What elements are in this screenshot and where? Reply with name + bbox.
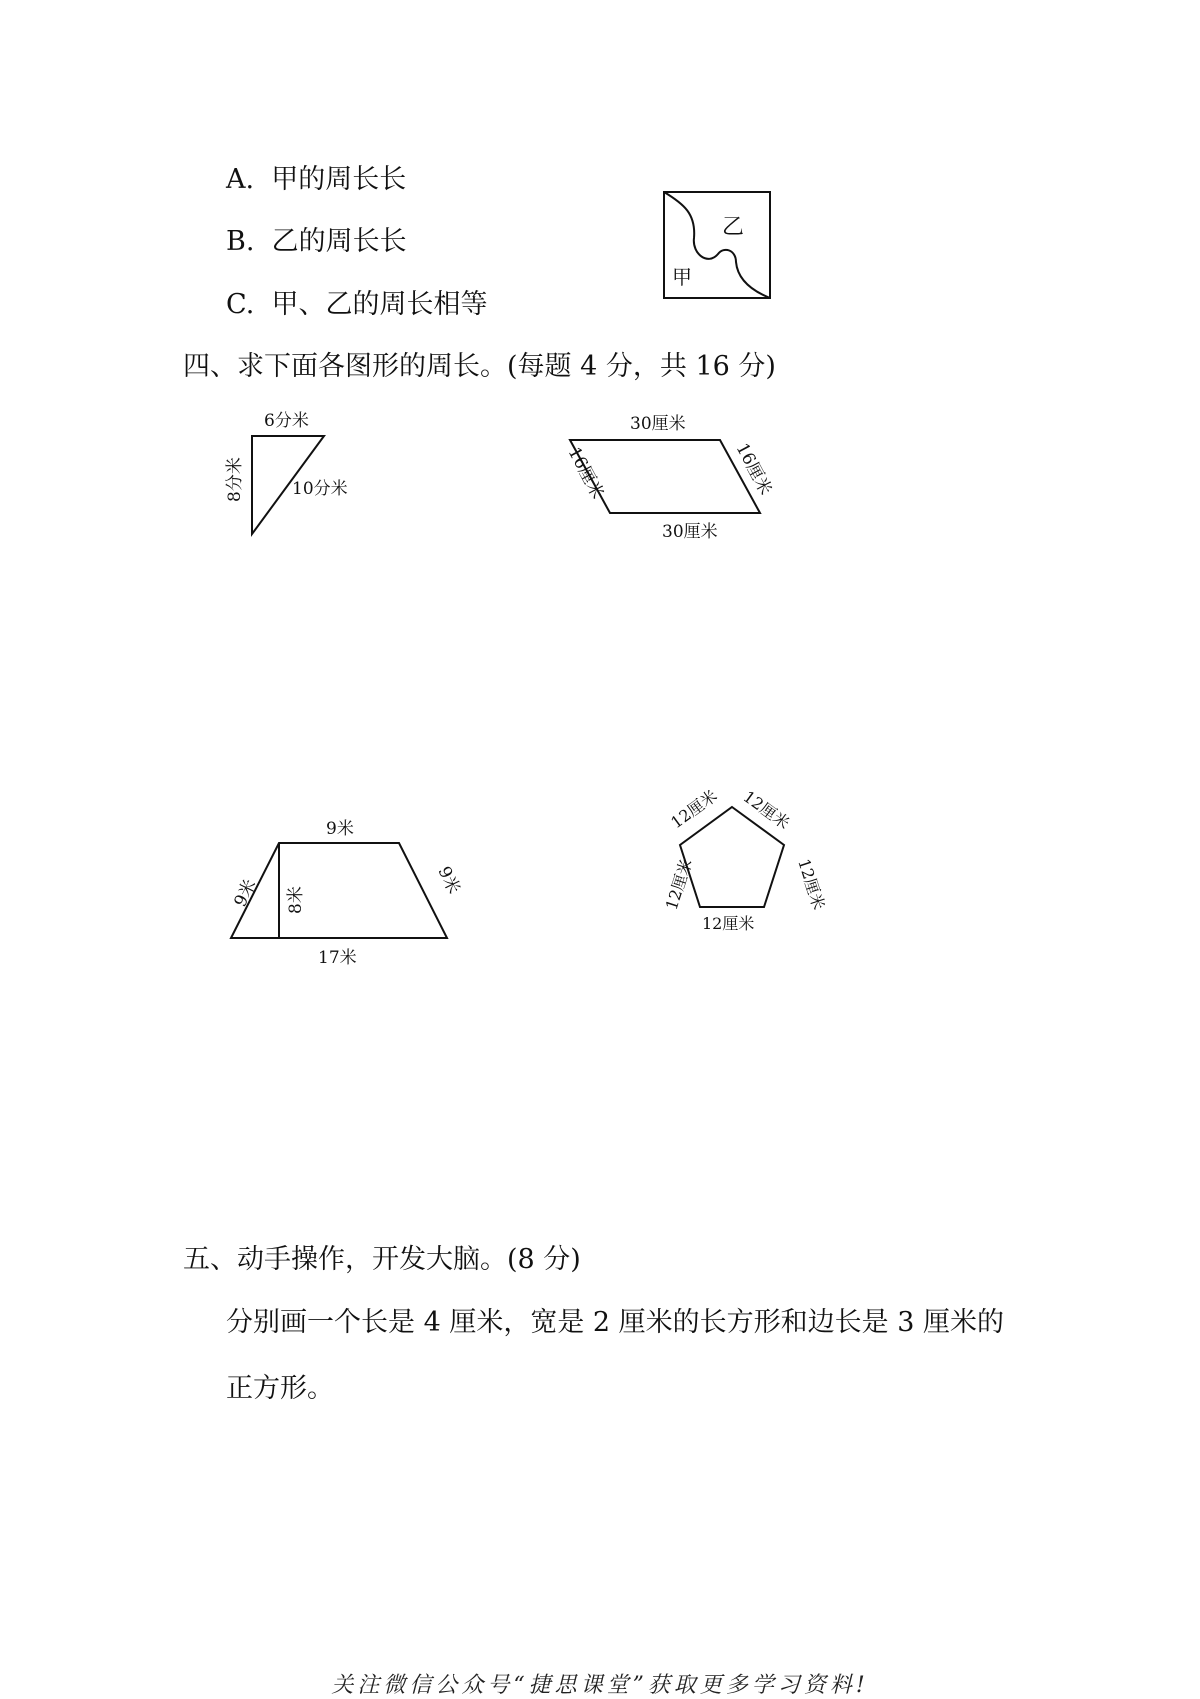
triangle-figure xyxy=(200,400,360,550)
option-b-letter: B. xyxy=(226,226,255,257)
pent-side4-label: 12厘米 xyxy=(702,914,755,933)
trap-right-label: 9米 xyxy=(433,863,464,898)
trap-height-label: 8米 xyxy=(286,886,306,914)
option-c-letter: C. xyxy=(226,289,255,320)
trap-top-label: 9米 xyxy=(326,819,354,839)
section4-heading: 四、求下面各图形的周长。(每题 4 分，共 16 分) xyxy=(183,351,776,382)
footer-note: 关注微信公众号“捷思课堂”获取更多学习资料! xyxy=(331,1673,869,1698)
triangle-left-label: 8分米 xyxy=(225,457,245,502)
pent-side5-label: 12厘米 xyxy=(661,856,696,913)
option-c-text: 甲、乙的周长相等 xyxy=(271,289,488,320)
option-a-text: 甲的周长长 xyxy=(271,164,407,195)
section5-heading: 五、动手操作，开发大脑。(8 分) xyxy=(183,1244,581,1275)
pentagon-figure xyxy=(630,785,830,975)
para-right-label: 16厘米 xyxy=(731,439,776,499)
para-top-label: 30厘米 xyxy=(630,414,686,434)
option-a xyxy=(226,166,406,193)
parallelogram-figure xyxy=(550,405,790,545)
label-yi: 乙 xyxy=(722,215,745,240)
option-c xyxy=(226,291,487,318)
option-b-text: 乙的周长长 xyxy=(271,226,407,257)
label-jia: 甲 xyxy=(672,265,692,289)
trapezoid-outline xyxy=(231,843,447,938)
section5-line2: 正方形。 xyxy=(226,1373,334,1404)
triangle-hyp-label: 10分米 xyxy=(292,479,348,499)
option-b xyxy=(226,228,407,255)
square-split-figure xyxy=(660,188,774,302)
pent-side3-label: 12厘米 xyxy=(794,856,829,913)
trap-bottom-label: 17米 xyxy=(318,948,357,968)
option-a-letter: A. xyxy=(226,164,255,195)
para-left-label: 16厘米 xyxy=(563,443,608,503)
section5-line1: 分别画一个长是 4 厘米，宽是 2 厘米的长方形和边长是 3 厘米的 xyxy=(226,1307,1005,1338)
triangle-top-label: 6分米 xyxy=(264,411,309,431)
trapezoid-figure xyxy=(200,808,464,973)
pent-side1-label: 12厘米 xyxy=(667,786,721,833)
trap-left-label: 9米 xyxy=(230,876,261,911)
para-bottom-label: 30厘米 xyxy=(662,522,718,542)
pent-side2-label: 12厘米 xyxy=(739,786,794,834)
